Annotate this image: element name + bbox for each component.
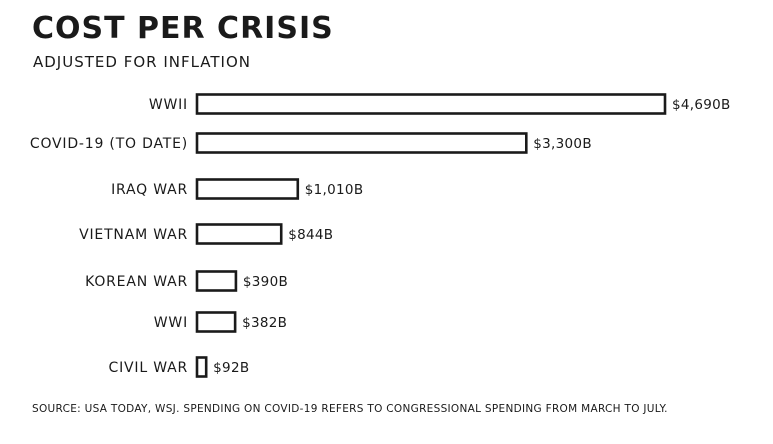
source-note: SOURCE: USA TODAY, WSJ. SPENDING ON COVID-19 REFERS TO CONGRESSIONAL SPENDING FROM MARCH TO JULY. (32, 403, 668, 415)
category-label: COVID-19 (TO DATE) (29, 136, 188, 152)
category-label: KOREAN WAR (85, 274, 188, 290)
category-label: IRAQ WAR (111, 182, 188, 198)
category-label: VIETNAM WAR (79, 227, 188, 243)
value-label: $4,690B (672, 97, 731, 113)
bar (197, 95, 665, 114)
bar (197, 358, 206, 377)
value-label: $92B (213, 360, 250, 376)
chart-title: COST PER CRISIS (32, 11, 334, 46)
bar (197, 225, 281, 244)
bar (197, 272, 236, 291)
category-label: CIVIL WAR (108, 360, 188, 376)
chart-subtitle: ADJUSTED FOR INFLATION (33, 53, 252, 71)
bar (197, 134, 526, 153)
value-label: $844B (288, 227, 334, 243)
value-label: $1,010B (304, 182, 364, 198)
value-label: $3,300B (533, 136, 592, 152)
category-label: WWI (153, 315, 188, 331)
bar (197, 180, 298, 199)
bar (197, 313, 235, 332)
category-label: WWII (148, 97, 188, 113)
value-label: $390B (242, 274, 289, 290)
value-label: $382B (242, 315, 288, 331)
